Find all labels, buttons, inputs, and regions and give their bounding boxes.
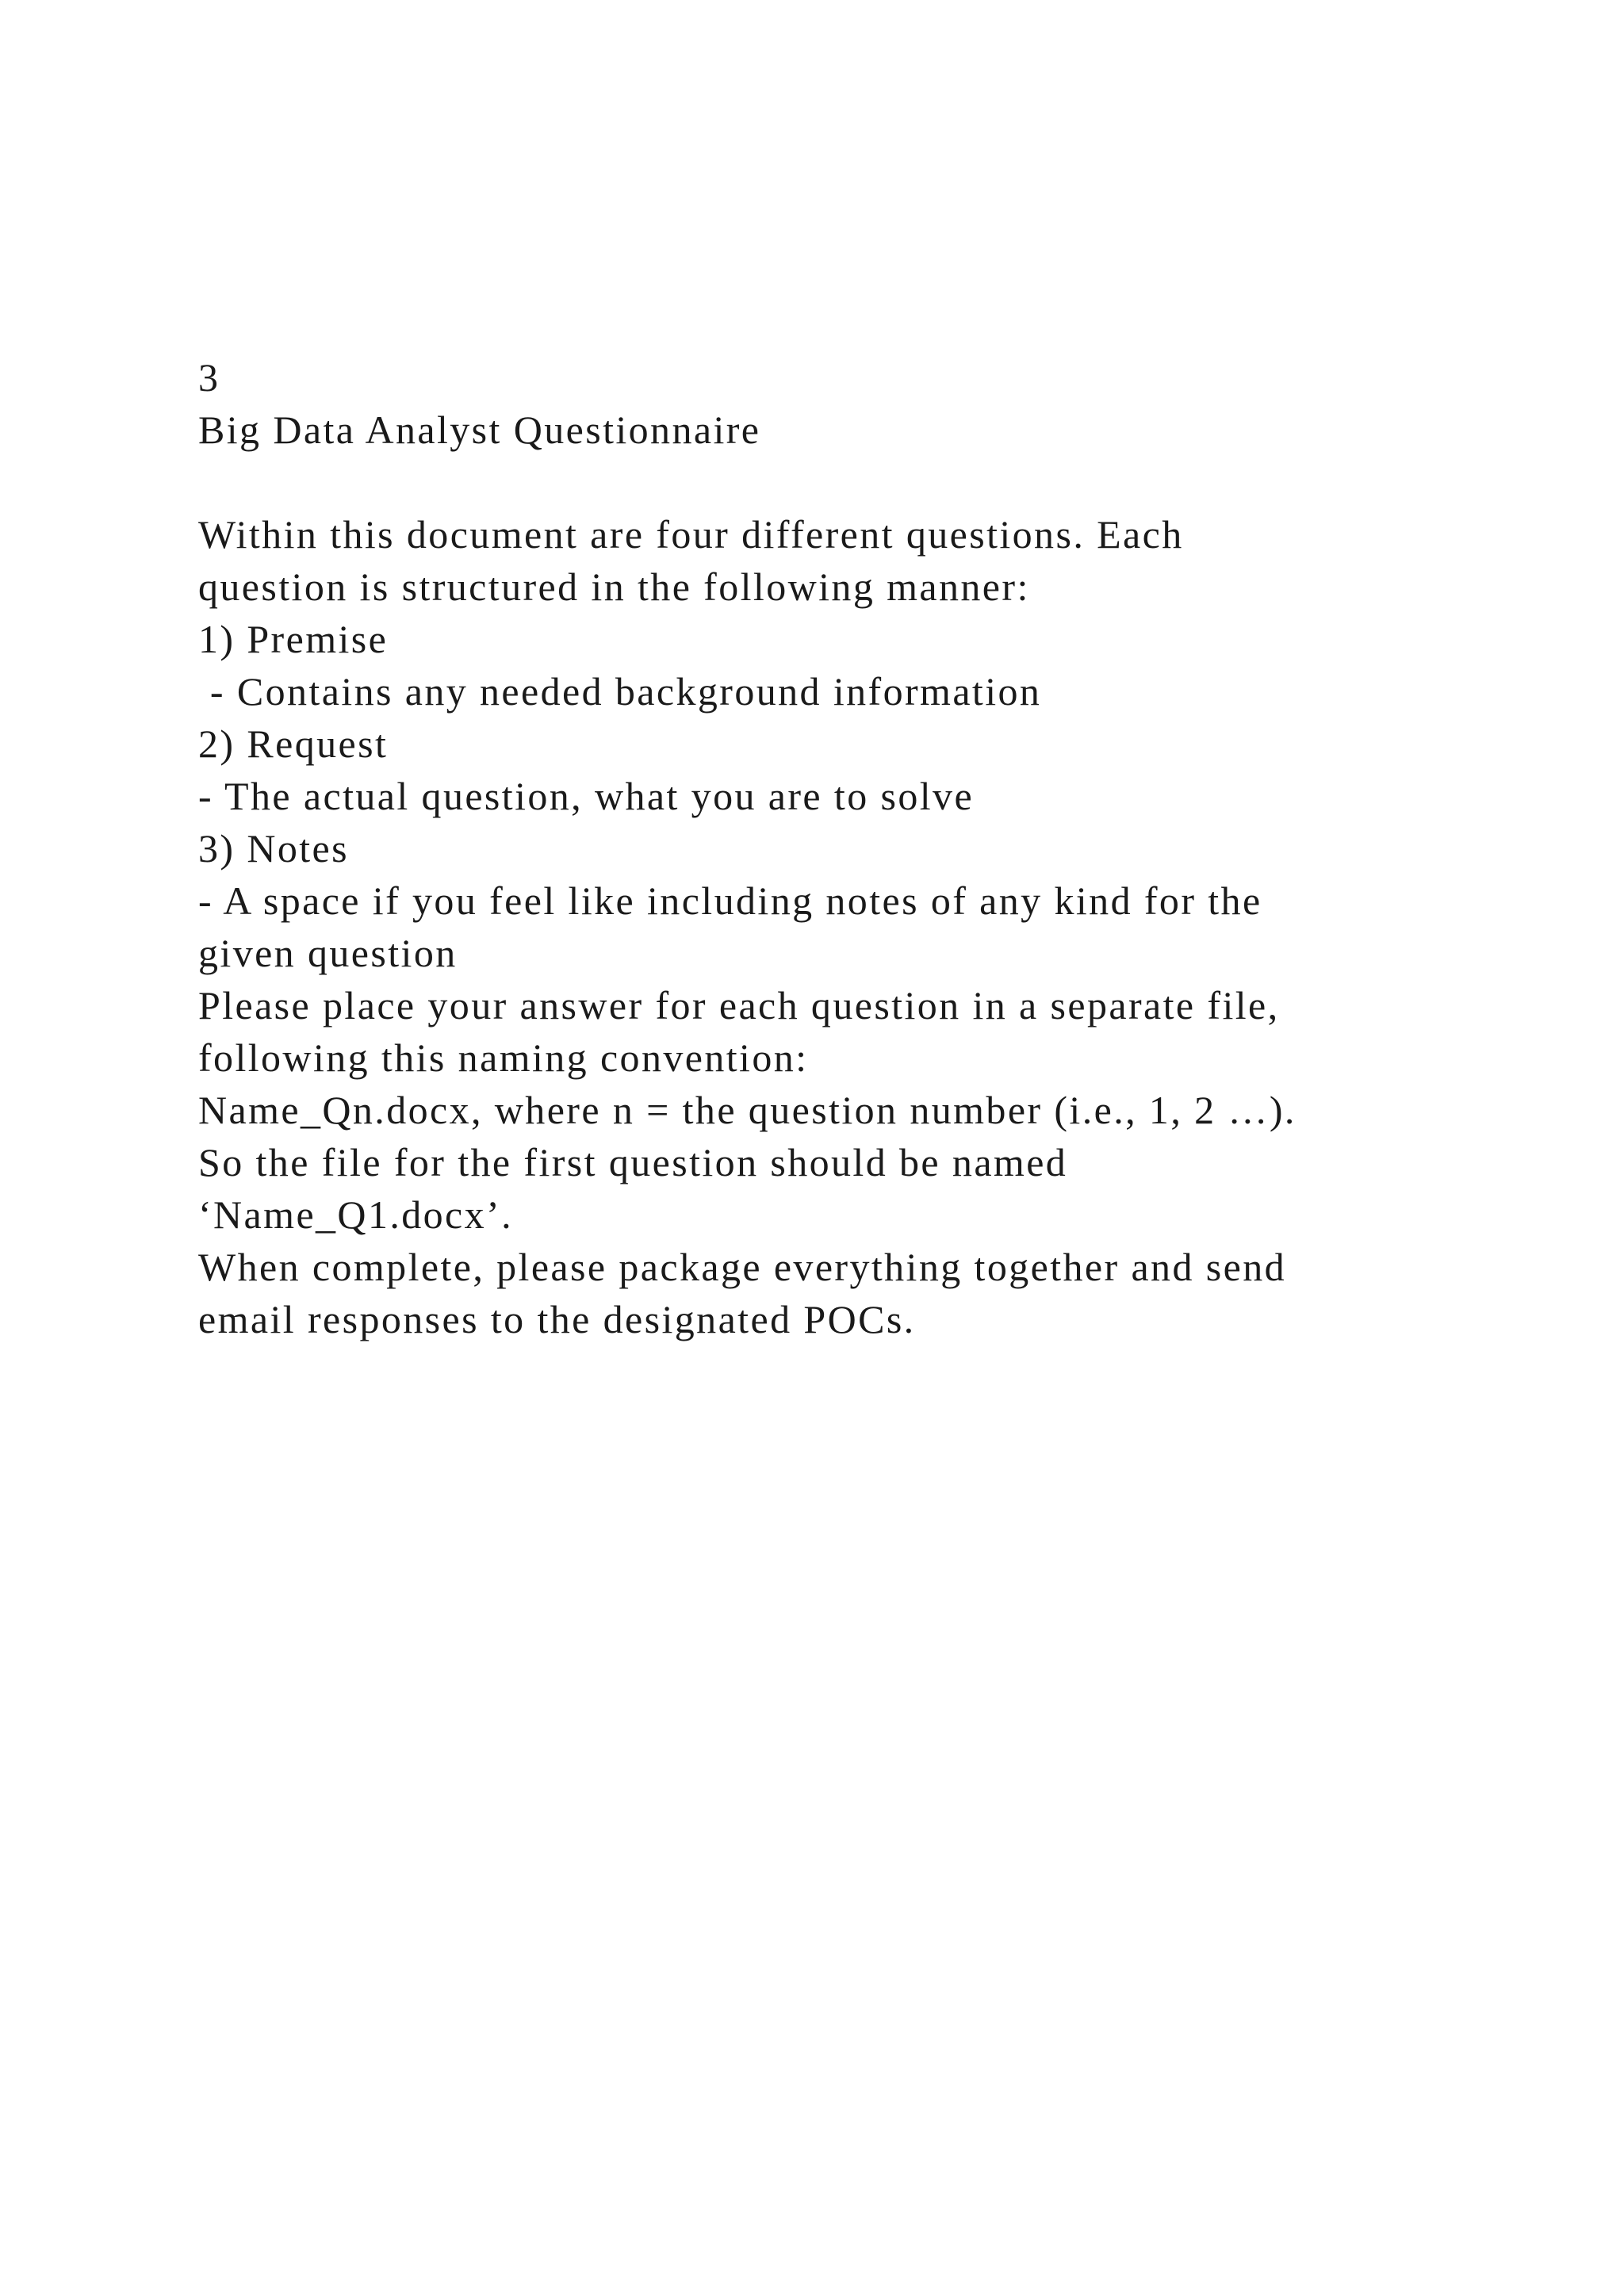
- document-body: [198, 351, 1507, 1345]
- naming-convention-line: Name_Qn.docx, where n = the question number (i.e., 1, 2 …).: [198, 1088, 1297, 1132]
- section-request-heading: 2) Request: [198, 721, 389, 766]
- section-notes-description-1: - A space if you feel like including notes of any kind for the: [198, 878, 1262, 923]
- submission-line-2: email responses to the designated POCs.: [198, 1297, 916, 1341]
- example-filename-line-1: So the file for the first question should be named: [198, 1140, 1068, 1184]
- page-number: 3: [198, 355, 220, 400]
- section-notes-heading: 3) Notes: [198, 826, 350, 871]
- section-request-description: - The actual question, what you are to solve: [198, 774, 975, 818]
- section-notes-description-2: given question: [198, 931, 458, 975]
- instructions-line-2: following this naming convention:: [198, 1035, 809, 1080]
- example-filename-line-2: ‘Name_Q1.docx’.: [198, 1192, 513, 1237]
- submission-line-1: When complete, please package everything together and send: [198, 1245, 1287, 1289]
- section-premise-heading: 1) Premise: [198, 617, 389, 661]
- intro-line-2: question is structured in the following manner:: [198, 564, 1030, 609]
- intro-line-1: Within this document are four different questions. Each: [198, 512, 1184, 557]
- section-premise-description: - Contains any needed background information: [198, 669, 1042, 714]
- paragraph-spacer: [198, 456, 1507, 508]
- document-title: Big Data Analyst Questionnaire: [198, 408, 761, 452]
- instructions-line-1: Please place your answer for each question in a separate file,: [198, 983, 1280, 1027]
